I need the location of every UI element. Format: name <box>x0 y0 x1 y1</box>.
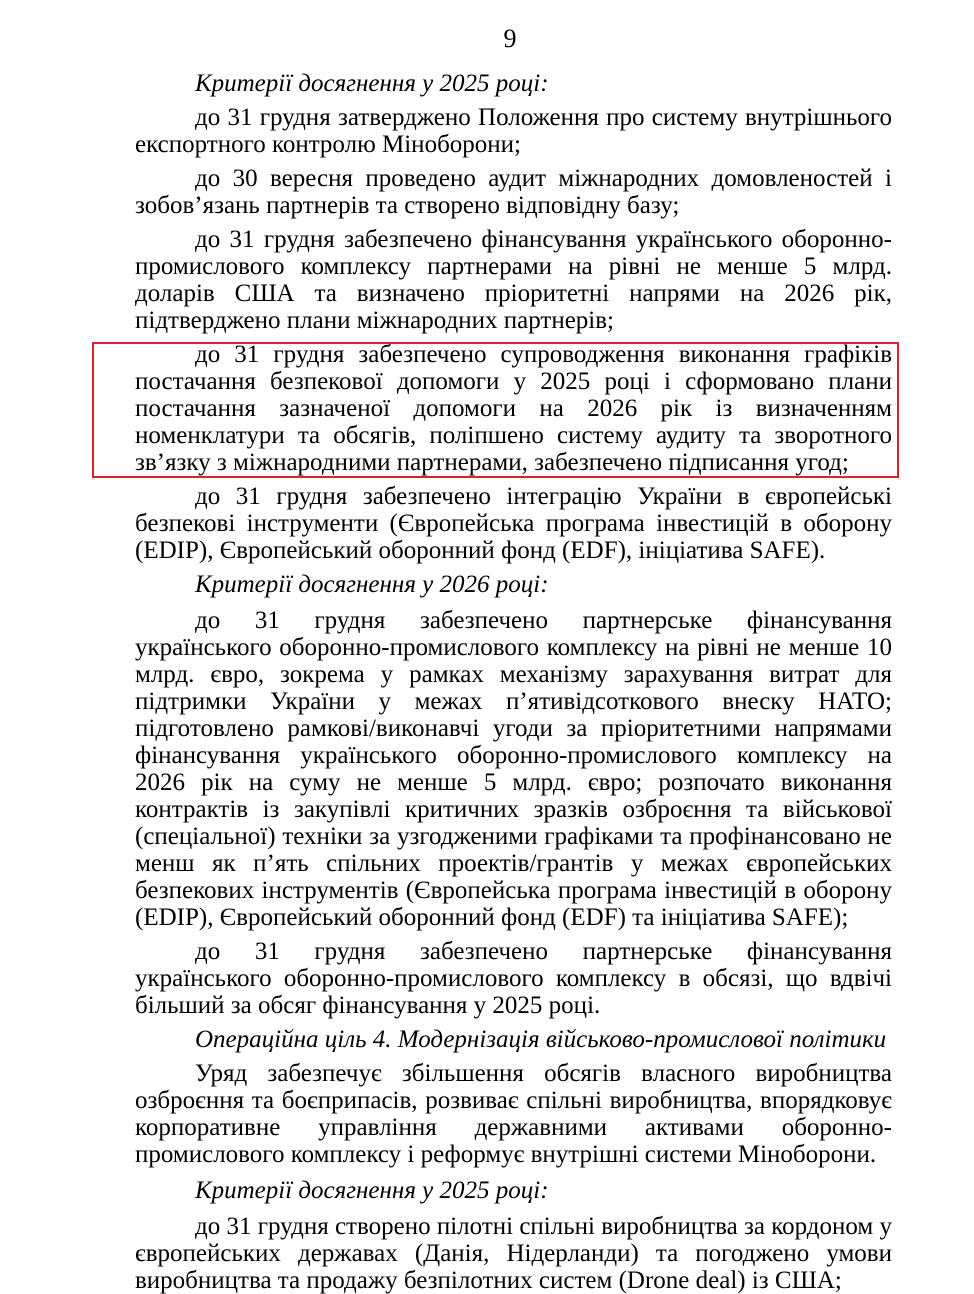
document-body <box>135 70 892 1294</box>
criteria-heading-2026: Критерії досягнення у 2026 році: <box>195 571 549 598</box>
operational-goal-4-heading: Операційна ціль 4. Модернізація військово-промислової політики <box>195 1026 887 1053</box>
criteria-heading-2025-second: Критерії досягнення у 2025 році: <box>195 1177 549 1204</box>
paragraph-partner-audit: до 30 вересня проведено аудит міжнародних домовленостей і зобов’язань партнерів та створено відповідну базу; <box>135 165 892 219</box>
paragraph-industry-financing: до 31 грудня забезпечено фінансування українського оборонно-промислового комплексу партнерами на рівні не менше 5 млрд. доларів США та визначено пріоритетні напрями на 2026 рік, підтверджено плани міжнародних партнерів; <box>135 226 892 334</box>
paragraph-joint-production-abroad: до 31 грудня створено пілотні спільні виробництва за кордоном у європейських державах (Данія, Нідерланди) та погоджено умови виробництва та продажу безпілотних систем (Drone deal) із США; <box>135 1213 892 1294</box>
paragraph-double-financing: до 31 грудня забезпечено партнерське фінансування українського оборонно-промислового комплексу в обсязі, що вдвічі більший за обсяг фінансування у 2025 році. <box>135 938 892 1019</box>
paragraph-export-control: до 31 грудня затверджено Положення про систему внутрішнього експортного контролю Міноборони; <box>135 104 892 158</box>
paragraph-partner-financing-2026: до 31 грудня забезпечено партнерське фінансування українського оборонно-промислового комплексу на рівні не менше 10 млрд. євро, зокрема у рамках механізму зарахування витрат для підтримки України у межах п’ятивідсоткового внеску НАТО; підготовлено рамкові/виконавчі угоди за пріоритетними напрямами фінансування українського оборонно-промислового комплексу на 2026 рік на суму не менше 5 млрд. євро; розпочато виконання контрактів із закупівлі критичних зразків озброєння та військової (спеціальної) техніки за узгодженими графіками та профінансовано не менш як п’ять спільних проектів/грантів у межах європейських безпекових інструментів (Європейська програма інвестицій в оборону (EDIP), Європейський оборонний фонд (EDF) та ініціатива SAFE); <box>135 607 892 931</box>
paragraph-government-production: Уряд забезпечує збільшення обсягів власного виробництва озброєння та боєприпасів, розвиває спільні виробництва, впорядковує корпоративне управління державними активами оборонно-промислового комплексу і реформує внутрішні системи Міноборони. <box>135 1060 892 1168</box>
page-number: 9 <box>503 24 517 53</box>
paragraph-security-aid-highlighted: до 31 грудня забезпечено супроводження виконання графіків постачання безпекової допомоги у 2025 році і сформовано плани постачання зазначеної допомоги на 2026 рік із визначенням номенклатури та обсягів, поліпшено систему аудиту та зворотного зв’язку з міжнародними партнерами, забезпечено підписання угод; <box>135 341 892 476</box>
criteria-heading-2025: Критерії досягнення у 2025 році: <box>195 70 549 97</box>
paragraph-eu-instruments: до 31 грудня забезпечено інтеграцію України в європейські безпекові інструменти (Європейська програма інвестицій в оборону (EDIP), Європейський оборонний фонд (EDF), ініціатива SAFE). <box>135 483 892 564</box>
